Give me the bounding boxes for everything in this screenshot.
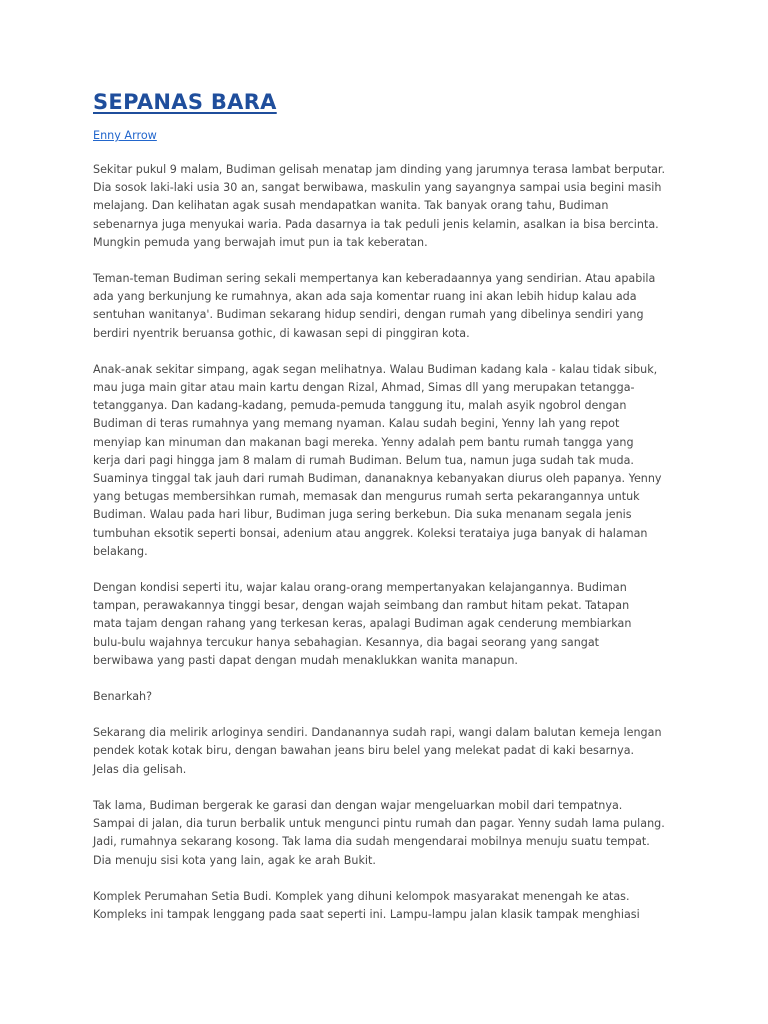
paragraph xyxy=(93,161,708,252)
paragraph xyxy=(93,797,708,870)
paragraph xyxy=(93,361,708,561)
text-line: Sekarang dia melirik arloginya sendiri. Dandanannya sudah rapi, wangi dalam balutan kemeja lengan xyxy=(93,726,662,740)
text-line: berwibawa yang pasti dapat dengan mudah menaklukkan wanita manapun. xyxy=(93,653,518,667)
document-title: SEPANAS BARA xyxy=(93,90,277,114)
text-line: Tak lama, Budiman bergerak ke garasi dan dengan wajar mengeluarkan mobil dari tempatnya. xyxy=(93,798,623,812)
text-line: belakang. xyxy=(93,544,148,558)
text-line: Komplek Perumahan Setia Budi. Komplek yang dihuni kelompok masyarakat menengah ke atas. xyxy=(93,889,630,903)
text-line: bulu-bulu wajahnya tercukur hanya sebahagian. Kesannya, dia bagai seorang yang sangat xyxy=(93,635,600,649)
text-line: Benarkah? xyxy=(93,690,153,704)
paragraph xyxy=(93,888,708,924)
text-line: Kompleks ini tampak lenggang pada saat seperti ini. Lampu-lampu jalan klasik tampak menghiasi xyxy=(93,907,640,921)
paragraph xyxy=(93,579,708,670)
text-line: sebenarnya juga menyukai waria. Pada dasarnya ia tak peduli jenis kelamin, asalkan ia bisa bercinta. xyxy=(93,217,659,231)
text-line: Dia menuju sisi kota yang lain, agak ke arah Bukit. xyxy=(93,853,376,867)
text-line: pendek kotak kotak biru, dengan bawahan jeans biru belel yang melekat padat di kaki besarnya. xyxy=(93,744,635,758)
text-line: tetangganya. Dan kadang-kadang, pemuda-pemuda tanggung itu, malah asyik ngobrol dengan xyxy=(93,399,627,413)
text-line: Dengan kondisi seperti itu, wajar kalau orang-orang mempertanyakan kelajangannya. Budiman xyxy=(93,581,627,595)
text-line: mata tajam dengan rahang yang terkesan keras, apalagi Budiman agak cenderung membiarkan xyxy=(93,617,632,631)
text-line: Jelas dia gelisah. xyxy=(93,762,187,776)
text-line: tampan, perawakannya tinggi besar, dengan wajah seimbang dan rambut hitam pekat. Tatapan xyxy=(93,599,630,613)
paragraph xyxy=(93,724,708,779)
text-line: mau juga main gitar atau main kartu dengan Rizal, Ahmad, Simas dll yang merupakan tetangga- xyxy=(93,381,635,395)
text-line: menyiap kan minuman dan makanan bagi mereka. Yenny adalah pem bantu rumah tangga yang xyxy=(93,435,634,449)
text-line: Budiman. Walau pada hari libur, Budiman juga sering berkebun. Dia suka menanam segala jenis xyxy=(93,508,632,522)
text-line: ada yang berkunjung ke rumahnya, akan ada saja komentar ruang ini akan lebih hidup kalau ada xyxy=(93,290,637,304)
text-line: tumbuhan eksotik seperti bonsai, adenium atau anggrek. Koleksi terataiya juga banyak di halaman xyxy=(93,526,648,540)
text-line: Sekitar pukul 9 malam, Budiman gelisah menatap jam dinding yang jarumnya terasa lambat berputar. xyxy=(93,163,666,176)
text-line: Mungkin pemuda yang berwajah imut pun ia tak keberatan. xyxy=(93,235,428,249)
text-line: yang betugas membersihkan rumah, memasak dan mengurus rumah serta pekarangannya untuk xyxy=(93,490,640,504)
text-line: Budiman di teras rumahnya yang memang nyaman. Kalau sudah begini, Yenny lah yang repot xyxy=(93,417,620,431)
text-line: Teman-teman Budiman sering sekali mempertanya kan keberadaannya yang sendirian. Atau apabila xyxy=(93,272,656,286)
text-line: Sampai di jalan, dia turun berbalik untuk mengunci pintu rumah dan pagar. Yenny sudah lama pulang. xyxy=(93,817,665,831)
text-line: Dia sosok laki-laki usia 30 an, sangat berwibawa, maskulin yang sayangnya sampai usia begini masih xyxy=(93,181,662,195)
text-line: Anak-anak sekitar simpang, agak segan melihatnya. Walau Budiman kadang kala - kalau tidak sibuk, xyxy=(93,362,658,376)
text-line: sentuhan wanitanya'. Budiman sekarang hidup sendiri, dengan rumah yang dibelinya sendiri yang xyxy=(93,308,644,322)
author-link[interactable]: Enny Arrow xyxy=(93,129,157,142)
paragraph xyxy=(93,270,708,343)
paragraph xyxy=(93,688,708,706)
text-line: berdiri nyentrik beruansa gothic, di kawasan sepi di pinggiran kota. xyxy=(93,326,470,340)
text-line: Suaminya tinggal tak jauh dari rumah Budiman, dananaknya kebanyakan diurus oleh papanya. Yenny xyxy=(93,472,662,486)
text-line: kerja dari pagi hingga jam 8 malam di rumah Budiman. Belum tua, namun juga sudah tak muda. xyxy=(93,453,634,467)
text-line: Jadi, rumahnya sekarang kosong. Tak lama dia sudah mengendarai mobilnya menuju suatu tempat. xyxy=(93,835,650,849)
text-line: melajang. Dan kelihatan agak susah mendapatkan wanita. Tak banyak orang tahu, Budiman xyxy=(93,199,609,213)
document-body xyxy=(93,161,708,924)
